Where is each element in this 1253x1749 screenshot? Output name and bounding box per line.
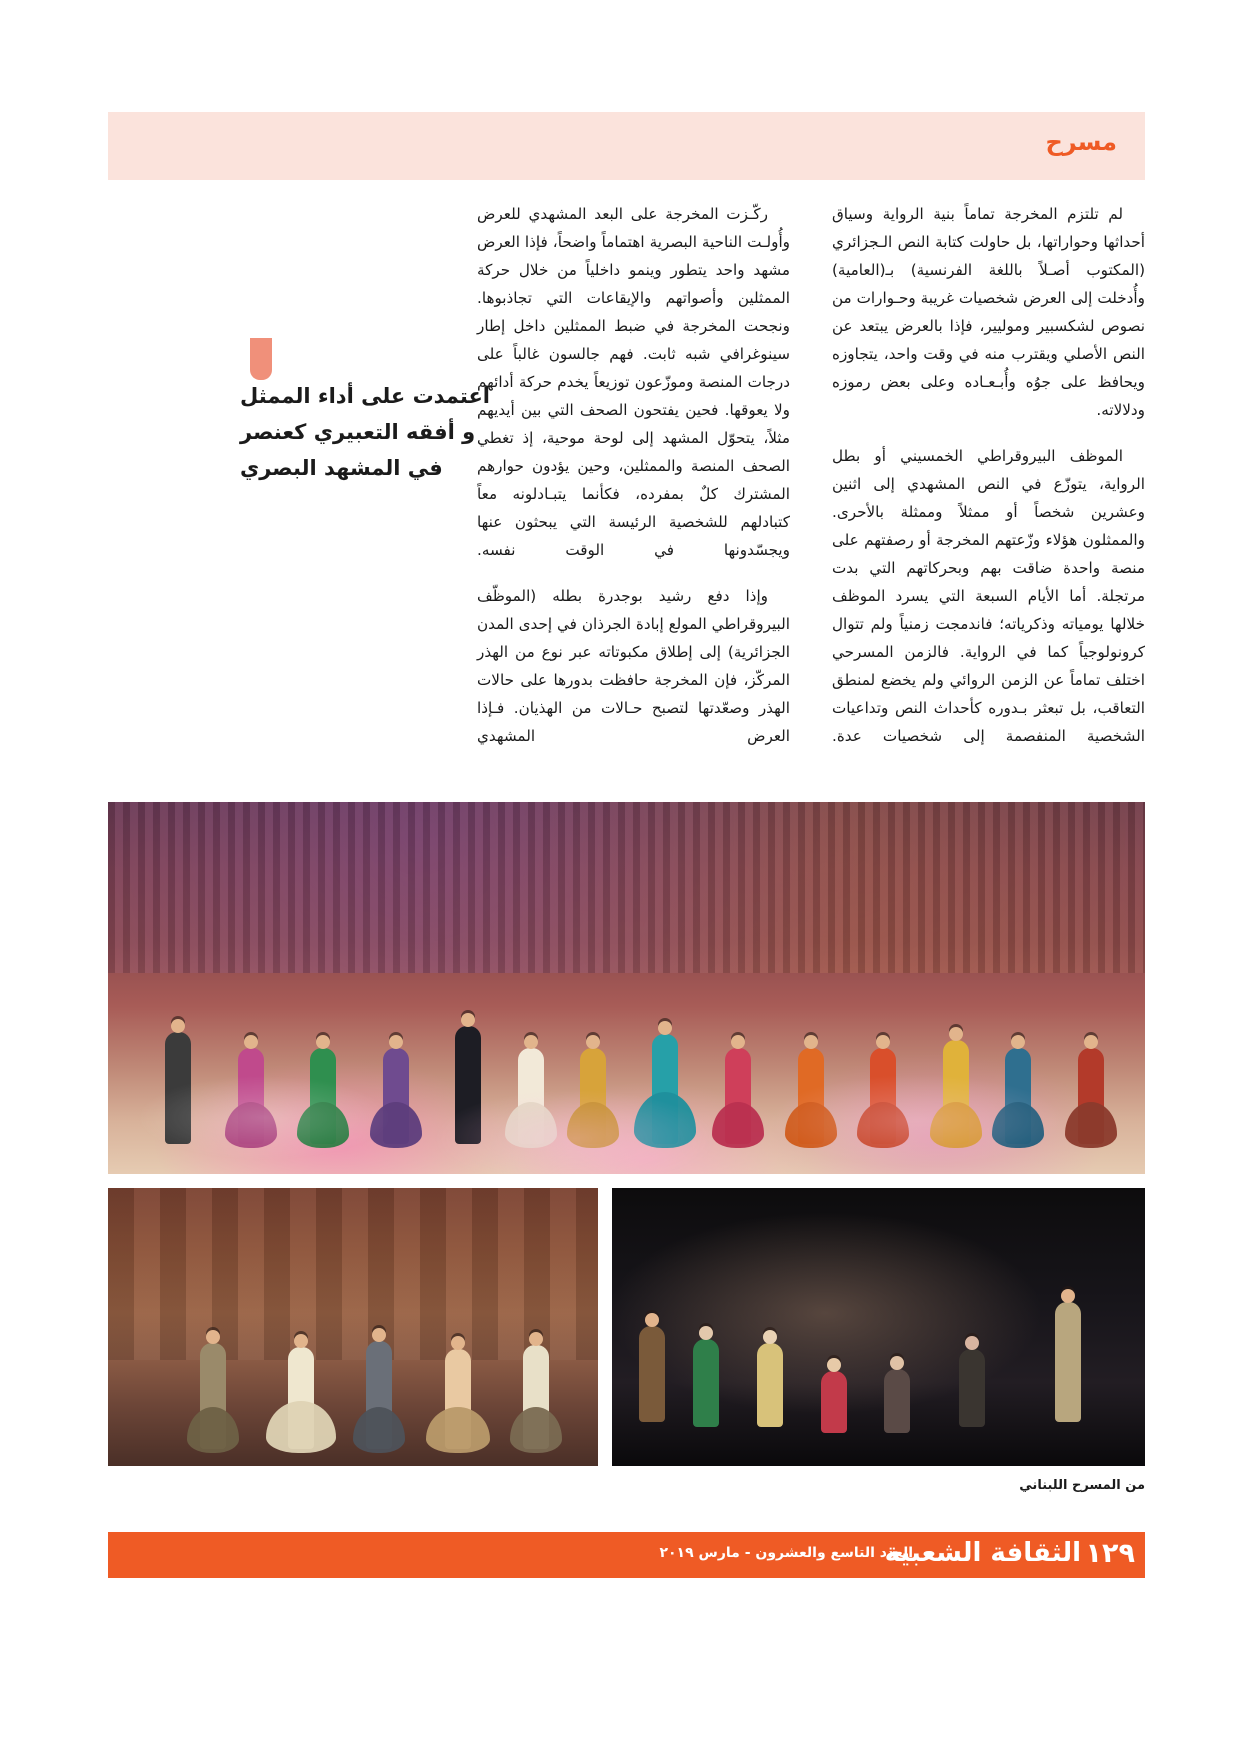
header-band bbox=[108, 112, 1145, 180]
page-number: ١٢٩ bbox=[1085, 1538, 1135, 1569]
column-right bbox=[832, 200, 1145, 768]
stage-scene bbox=[108, 1188, 598, 1466]
photo-main-stage bbox=[108, 802, 1145, 1174]
article-body bbox=[108, 200, 1145, 780]
paragraph: وإذا دفع رشيد بوجدرة بطله (الموظّف البيروقراطي المولع إبادة الجرذان في إحدى المدن الجزائرية) إلى إطلاق مكبوتاته عبر نوع من الهذر المركّز، فإن المخرجة حافظت بدورها على حالات الهذر وصعّدتها لتصبح حـالات من الهذيان. فـإذا العرض المشهدي bbox=[477, 587, 790, 745]
paragraph: الموظف البيروقراطي الخمسيني أو بطل الرواية، يتوزّع في النص المشهدي إلى اثنين وعشرين شخصاً أو ممثلاً وممثلة بالأحرى. والممثلون هؤلاء وزّعتهم المخرجة أو رصفتهم على منصة واحدة ضاقت بهم وبحركاتهم التي بدت مرتجلة. أما الأيام السبعة التي يسرد الموظف خلالها يومياته وذكرياته؛ فاندمجت زمنياً ولم تتوال كرونولوجياً كما في الرواية. فالزمن المسرحي اختلف تماماً عن الزمن الروائي ولم يخضع لمنطق التعاقب، بل تبعثر بـدوره كأحداث النص وتداعيات الشخصية المنفصمة إلى شخصيات عدة. bbox=[832, 447, 1145, 745]
photo-caption: من المسرح اللبناني bbox=[1019, 1478, 1145, 1493]
pull-quote-text: اعتمدت على أداء الممثل و أفقه التعبيري كعنصر في المشهد البصري bbox=[240, 384, 490, 480]
issue-info: العدد التاسع والعشرون - مارس ٢٠١٩ bbox=[659, 1545, 913, 1561]
paragraph: ركّـزت المخرجة على البعد المشهدي للعرض وأُولـت الناحية البصرية اهتماماً واضحاً، فإذا العرض مشهد واحد يتطور وينمو داخلياً من خلال حركة الممثلين وأصواتهم والإيقاعات التي تجاذبوها. ونجحت المخرجة في ضبط الممثلين داخل إطار سينوغرافي شبه ثابت. فهم جالسون غالباً على درجات المنصة وموزّعون توزيعاً يخدم حركة أدائهم ولا يعوقها. فحين يفتحون الصحف التي بين أيديهم مثلاً، يتحوّل المشهد إلى لوحة موحية، إذ تغطي الصحف المنصة والممثلين، وحين يؤدون حوارهم المشترك كلٌ بمفرده، فكأنما يتبـادلونه معاً كتبادلهم للشخصية الرئيسة التي يبحثون عنها ويجسّدونها في الوقت نفسه. bbox=[477, 205, 790, 559]
photo-actors-masks bbox=[612, 1188, 1145, 1466]
section-kicker: مسرح bbox=[1045, 128, 1117, 156]
photo-dancers bbox=[108, 1188, 598, 1466]
quote-mark-icon bbox=[250, 338, 272, 380]
magazine-logo: الثقافة الشعبية bbox=[884, 1538, 1081, 1568]
stage-scene bbox=[108, 802, 1145, 1174]
pull-quote bbox=[240, 378, 508, 486]
paragraph: لم تلتزم المخرجة تماماً بنية الرواية وسياق أحداثها وحواراتها، بل حاولت كتابة النص الـجزائري (المكتوب أصـلاً باللغة الفرنسية) بـ(العامية) وأُدخلت إلى العرض شخصيات غريبة وحـوارات من نصوص لشكسبير وموليير، فإذا بالعرض يبتعد عن النص الأصلي ويقترب منه في وقت واحد، يتجاوزه ويحافظ على جوُه وأُبـعـاده وعلى بعض رموزه ودلالاته. bbox=[832, 205, 1145, 419]
stage-scene bbox=[612, 1188, 1145, 1466]
column-middle bbox=[477, 200, 790, 768]
